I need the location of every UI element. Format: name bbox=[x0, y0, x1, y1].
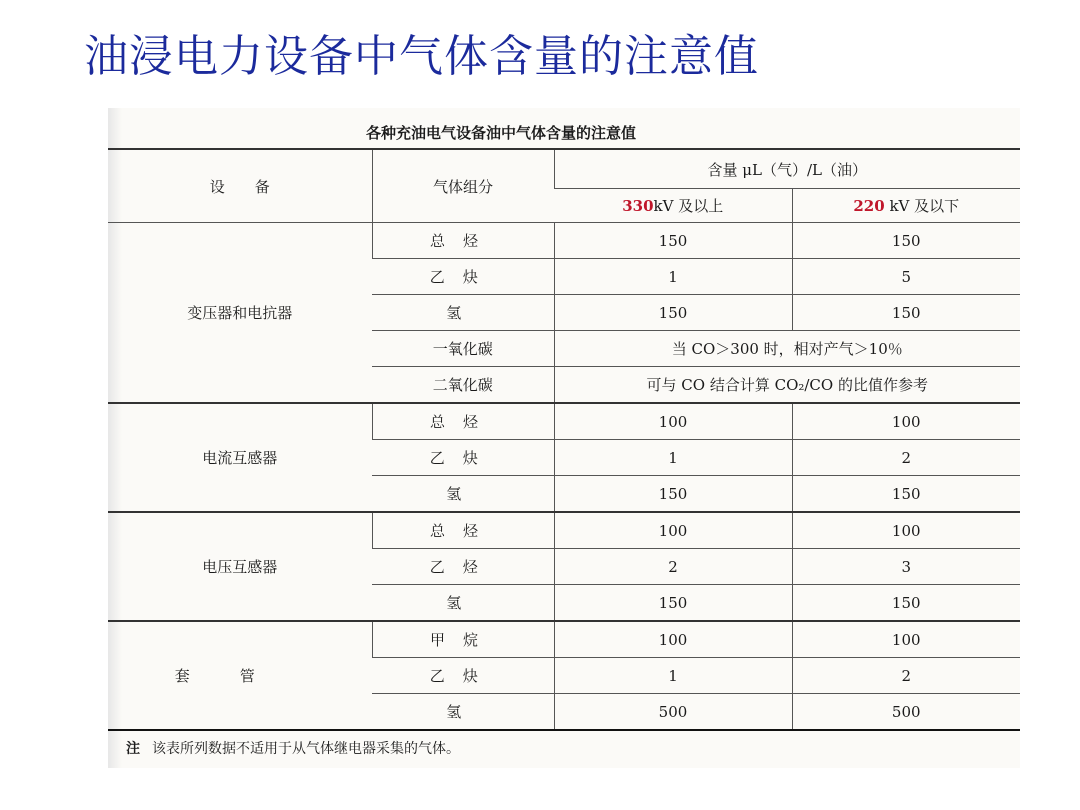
value-220kv-cell: 150 bbox=[792, 585, 1020, 622]
gas-component-cell: 乙炔 bbox=[372, 440, 554, 476]
header-equipment: 设 备 bbox=[108, 150, 372, 223]
merged-note-cell: 可与 CO 结合计算 CO₂/CO 的比值作参考 bbox=[554, 367, 1020, 404]
value-220kv-cell: 150 bbox=[792, 295, 1020, 331]
header-voltage-low bbox=[792, 189, 1020, 223]
value-220kv-cell: 100 bbox=[792, 621, 1020, 658]
gas-component-cell: 总烃 bbox=[372, 403, 554, 440]
gas-content-table bbox=[108, 150, 1020, 731]
table-footnote bbox=[126, 738, 460, 758]
value-330kv-cell: 150 bbox=[554, 223, 792, 259]
header-voltage-high bbox=[554, 189, 792, 223]
table-row bbox=[108, 621, 1020, 658]
gas-component-cell: 氢 bbox=[372, 295, 554, 331]
gas-component-cell: 乙炔 bbox=[372, 658, 554, 694]
gas-component-cell: 总烃 bbox=[372, 512, 554, 549]
gas-component-cell: 氢 bbox=[372, 476, 554, 513]
value-330kv-cell: 1 bbox=[554, 658, 792, 694]
slide-title: 油浸电力设备中气体含量的注意值 bbox=[84, 31, 759, 82]
value-330kv-cell: 500 bbox=[554, 694, 792, 731]
value-220kv-cell: 5 bbox=[792, 259, 1020, 295]
voltage-220-suffix: kV 及以下 bbox=[884, 197, 960, 215]
value-220kv-cell: 500 bbox=[792, 694, 1020, 731]
gas-component-cell: 总烃 bbox=[372, 223, 554, 259]
gas-component-cell: 乙烃 bbox=[372, 549, 554, 585]
header-content-unit: 含量 μL（气）/L（油） bbox=[554, 150, 1020, 189]
equipment-cell: 变压器和电抗器 bbox=[108, 223, 372, 404]
merged-note-cell: 当 CO＞300 时，相对产气＞10％ bbox=[554, 331, 1020, 367]
value-330kv-cell: 1 bbox=[554, 440, 792, 476]
equipment-cell: 电压互感器 bbox=[108, 512, 372, 621]
table-row bbox=[108, 403, 1020, 440]
voltage-330-suffix: kV 及以上 bbox=[653, 197, 724, 215]
value-330kv-cell: 150 bbox=[554, 585, 792, 622]
gas-component-cell: 二氧化碳 bbox=[372, 367, 554, 404]
footnote-text: 该表所列数据不适用于从气体继电器采集的气体。 bbox=[152, 741, 460, 757]
value-330kv-cell: 2 bbox=[554, 549, 792, 585]
value-330kv-cell: 100 bbox=[554, 403, 792, 440]
value-330kv-cell: 1 bbox=[554, 259, 792, 295]
table-header-row bbox=[108, 150, 1020, 189]
gas-component-cell: 一氧化碳 bbox=[372, 331, 554, 367]
scanned-table-image bbox=[108, 108, 1020, 768]
table-row bbox=[108, 512, 1020, 549]
footnote-label: 注 bbox=[126, 741, 140, 757]
header-gas-component: 气体组分 bbox=[372, 150, 554, 223]
value-220kv-cell: 2 bbox=[792, 658, 1020, 694]
value-330kv-cell: 100 bbox=[554, 512, 792, 549]
gas-component-cell: 乙炔 bbox=[372, 259, 554, 295]
table-row bbox=[108, 223, 1020, 259]
value-220kv-cell: 100 bbox=[792, 512, 1020, 549]
equipment-cell: 套管 bbox=[108, 621, 372, 730]
value-220kv-cell: 3 bbox=[792, 549, 1020, 585]
voltage-220: 220 bbox=[853, 197, 885, 215]
gas-component-cell: 氢 bbox=[372, 694, 554, 731]
value-330kv-cell: 150 bbox=[554, 295, 792, 331]
value-220kv-cell: 150 bbox=[792, 476, 1020, 513]
voltage-330: 330 bbox=[622, 197, 654, 215]
gas-component-cell: 氢 bbox=[372, 585, 554, 622]
value-220kv-cell: 2 bbox=[792, 440, 1020, 476]
value-330kv-cell: 100 bbox=[554, 621, 792, 658]
value-220kv-cell: 150 bbox=[792, 223, 1020, 259]
value-330kv-cell: 150 bbox=[554, 476, 792, 513]
equipment-cell: 电流互感器 bbox=[108, 403, 372, 512]
table-caption: 各种充油电气设备油中气体含量的注意值 bbox=[366, 124, 637, 142]
gas-component-cell: 甲烷 bbox=[372, 621, 554, 658]
value-220kv-cell: 100 bbox=[792, 403, 1020, 440]
